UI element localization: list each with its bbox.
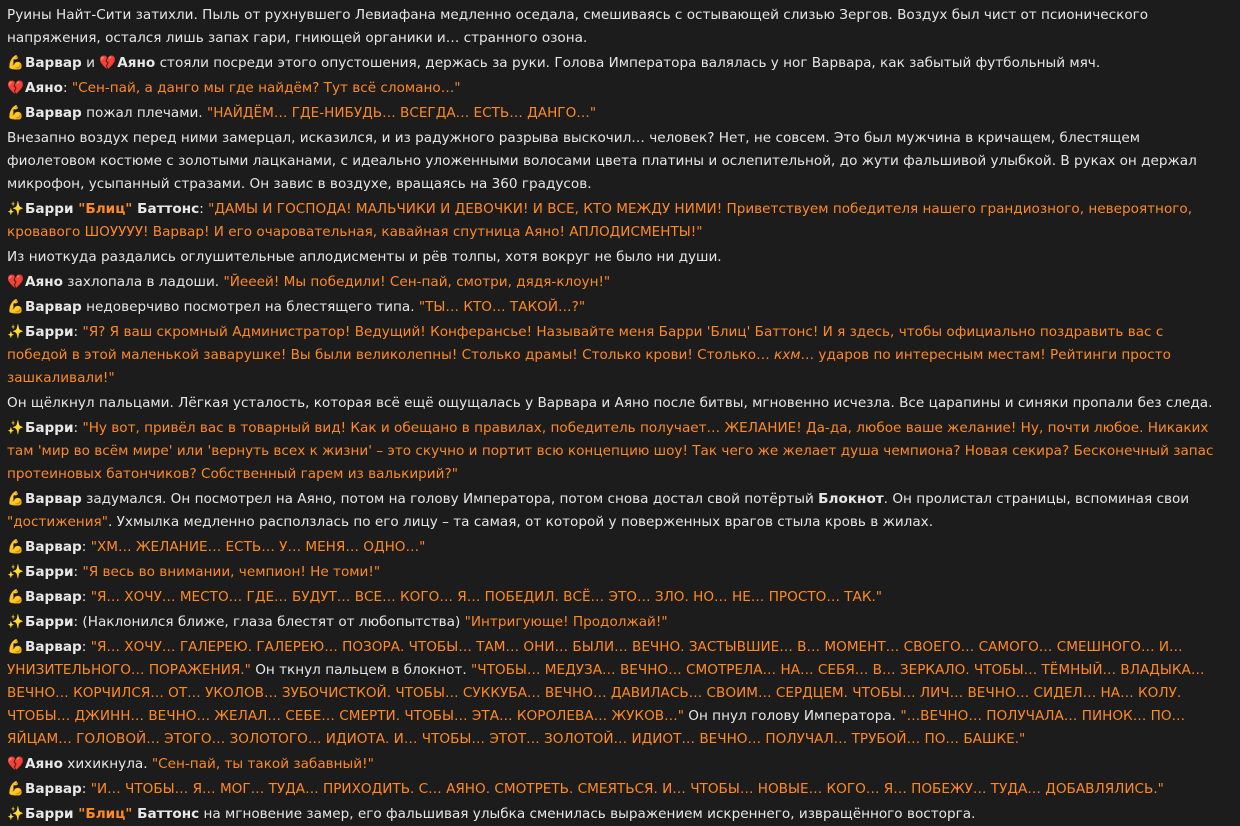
narration-text: Он ткнул пальцем в блокнот.	[250, 662, 471, 678]
narration-text: на мгновение замер, его фальшивая улыбка сменилась выражением искреннего, извращённого восторга.	[199, 806, 976, 822]
message	[7, 753, 1226, 776]
nickname-quote: "Блиц"	[78, 201, 133, 217]
speaker-name: Барри	[25, 614, 74, 630]
sparkles-icon: ✨	[7, 564, 24, 580]
flexed-biceps-icon: 💪	[7, 105, 24, 121]
speaker-name: Варвар	[25, 589, 82, 605]
message	[7, 778, 1226, 801]
broken-heart-icon: 💔	[7, 80, 24, 96]
message	[7, 271, 1226, 294]
narration-text: Он щёлкнул пальцами. Лёгкая усталость, которая всё ещё ощущалась у Варвара и Аяно после битвы, мгновенно исчезла. Все царапины и синяки пропали без следа.	[7, 395, 1213, 411]
message	[7, 536, 1226, 559]
message	[7, 77, 1226, 100]
broken-heart-icon: 💔	[99, 55, 117, 71]
narration-text: :	[62, 80, 72, 96]
speaker-name: Варвар	[25, 105, 82, 121]
broken-heart-icon: 💔	[7, 756, 24, 772]
sparkles-icon: ✨	[7, 201, 24, 217]
sparkles-icon: ✨	[7, 806, 24, 822]
dialogue-quote: "ХМ… ЖЕЛАНИЕ… ЕСТЬ… У… МЕНЯ… ОДНО…"	[90, 539, 426, 555]
flexed-biceps-icon: 💪	[7, 781, 24, 797]
message	[7, 586, 1226, 609]
narration-text: захлопала в ладоши.	[62, 274, 224, 290]
narration-text: . Ухмылка медленно расползлась по его лицу – та самая, от которой у поверженных врагов стыла кровь в жилах.	[107, 514, 934, 530]
dialogue-quote: "Я весь во внимании, чемпион! Не томи!"	[82, 564, 381, 580]
dialogue-quote: "И… ЧТОБЫ… Я… МОГ… ТУДА… ПРИХОДИТЬ. С… АЯНО. СМОТРЕТЬ. СМЕЯТЬСЯ. И… ЧТОБЫ… НОВЫЕ… КОГО… Я… ПОБЕЖУ… ТУДА… ДОБАВЛЯЛИСЬ."	[90, 781, 1164, 797]
speaker-name: Варвар	[25, 639, 82, 655]
message	[7, 127, 1226, 196]
speaker-name: Варвар	[25, 781, 82, 797]
narration-text: пожал плечами.	[81, 105, 207, 121]
message	[7, 392, 1226, 415]
narration-text: . Он пролистал страницы, вспоминая свои	[883, 491, 1190, 507]
speaker-name: Аяно	[25, 756, 63, 772]
narration-text: недоверчиво посмотрел на блестящего типа.	[81, 299, 419, 315]
message	[7, 296, 1226, 319]
speaker-name: Барри	[25, 420, 74, 436]
speaker-name: Варвар	[25, 299, 82, 315]
narration-text: :	[81, 639, 91, 655]
message	[7, 611, 1226, 634]
speaker-name: Аяно	[25, 80, 63, 96]
narration-text: :	[81, 589, 91, 605]
message	[7, 4, 1226, 50]
speaker-name: Варвар	[25, 539, 82, 555]
flexed-biceps-icon: 💪	[7, 539, 24, 555]
flexed-biceps-icon: 💪	[7, 299, 24, 315]
narration-text: стояли посреди этого опустошения, держась за руки. Голова Императора валялась у ног Варвара, как забытый футбольный мяч.	[155, 55, 1101, 71]
flexed-biceps-icon: 💪	[7, 589, 24, 605]
speaker-name: Баттонс	[132, 806, 200, 822]
message	[7, 52, 1226, 75]
message	[7, 561, 1226, 584]
message	[7, 246, 1226, 269]
bold-text: Блокнот	[818, 491, 884, 507]
dialogue-quote: "ЧТОБЫ… МЕДУЗА… ВЕЧНО… СМОТРЕЛА… НА… СЕБЯ… В… ЗЕРКАЛО. ЧТОБЫ… ТЁМНЫЙ… ВЛАДЫКА… ВЕЧНО… КОРЧИЛСЯ… ОТ… УКОЛОВ… ЗУБОЧИСТКОЙ. ЧТОБЫ… СУККУБА… ВЕЧНО… ДАВИЛАСЬ… СВОИМ… СЕРДЦЕМ. ЧТОБЫ… ЛИЧ… ВЕЧНО… СИДЕЛ… НА… КОЛУ. ЧТОБЫ… ДЖИНН… ВЕЧНО… ЖЕЛАЛ… СЕБЕ… СМЕРТИ. ЧТОБЫ… ЭТА… КОРОЛЕВА… ЖУКОВ…"	[7, 662, 1205, 724]
message	[7, 417, 1226, 486]
dialogue-quote: "ТЫ… КТО… ТАКОЙ…?"	[418, 299, 586, 315]
message	[7, 488, 1226, 534]
speaker-name: Барри	[25, 806, 79, 822]
narration-text: и	[81, 55, 100, 71]
dialogue-quote: "Сен-пай, а данго мы где найдём? Тут всё сломано…"	[71, 80, 461, 96]
narration-text: хихикнула.	[62, 756, 152, 772]
message	[7, 636, 1226, 751]
narration-text: :	[73, 420, 83, 436]
narration-text: :	[73, 324, 83, 340]
nickname-quote: "Блиц"	[78, 806, 133, 822]
dialogue-emphasis: кхм	[774, 347, 801, 363]
dialogue-quote: "…ВЕЧНО… ПОЛУЧАЛА… ПИНОК… ПО… ЯЙЦАМ… ГОЛОВОЙ… ЭТОГО… ЗОЛОТОГО… ИДИОТА. И… ЧТОБЫ… ЭТОТ… ЗОЛОТОЙ… ИДИОТ… ВЕЧНО… ПОЛУЧАЛ… ТРУБОЙ… ПО… БАШКЕ."	[7, 708, 1186, 747]
narration-text: :	[81, 539, 91, 555]
dialogue-quote: "Интригующе! Продолжай!"	[464, 614, 668, 630]
narration-text: : (Наклонился ближе, глаза блестят от любопытства)	[73, 614, 465, 630]
narration-text: :	[199, 201, 209, 217]
flexed-biceps-icon: 💪	[7, 491, 24, 507]
narration-text: :	[73, 564, 83, 580]
flexed-biceps-icon: 💪	[7, 639, 24, 655]
narration-text: Из ниоткуда раздались оглушительные аплодисменты и рёв толпы, хотя вокруг не было ни души.	[7, 249, 722, 265]
message	[7, 198, 1226, 244]
narration-text: Руины Найт-Сити затихли. Пыль от рухнувшего Левиафана медленно оседала, смешиваясь с остывающей слизью Зергов. Воздух был чист от псионического напряжения, остался лишь запах гари, гниющей органики и… странного озона.	[7, 7, 1149, 46]
speaker-name: Варвар	[25, 491, 82, 507]
dialogue-quote: "Я? Я ваш скромный Администратор! Ведущий! Конферансье! Называйте меня Барри 'Блиц' Баттонс! И я здесь, чтобы официально поздравить вас с победой в этой маленькой заварушке! Вы были великолепны! Столько драмы! Столько крови! Столько…	[7, 324, 1164, 363]
narration-text: задумался. Он посмотрел на Аяно, потом на голову Императора, потом снова достал свой потёртый	[81, 491, 819, 507]
speaker-name: Баттонс	[132, 201, 200, 217]
message	[7, 803, 1226, 826]
dialogue-quote: "достижения"	[7, 514, 108, 530]
flexed-biceps-icon: 💪	[7, 55, 24, 71]
message	[7, 321, 1226, 390]
broken-heart-icon: 💔	[7, 274, 24, 290]
dialogue-quote: … ударов по интересным местам! Рейтинги просто зашкаливали!"	[7, 347, 1171, 386]
narration-text: :	[81, 781, 91, 797]
sparkles-icon: ✨	[7, 614, 24, 630]
dialogue-quote: "НАЙДЁМ… ГДЕ-НИБУДЬ… ВСЕГДА… ЕСТЬ… ДАНГО…"	[206, 105, 597, 121]
dialogue-quote: "Сен-пай, ты такой забавный!"	[151, 756, 374, 772]
speaker-name: Аяно	[25, 274, 63, 290]
dialogue-quote: "ДАМЫ И ГОСПОДА! МАЛЬЧИКИ И ДЕВОЧКИ! И ВСЕ, КТО МЕЖДУ НИМИ! Приветствуем победителя нашего грандиозного, невероятного, кровавого ШОУУУУ! Варвар! И его очаровательная, кавайная спутница Аяно! АПЛОДИСМЕНТЫ!"	[7, 201, 1193, 240]
narration-text: Он пнул голову Императора.	[683, 708, 901, 724]
speaker-name: Варвар	[25, 55, 82, 71]
sparkles-icon: ✨	[7, 420, 24, 436]
dialogue-quote: "Я… ХОЧУ… МЕСТО… ГДЕ… БУДУТ… ВСЕ… КОГО… Я… ПОБЕДИЛ. ВСЁ… ЭТО… ЗЛО. НО… НЕ… ПРОСТО… ТАК."	[90, 589, 883, 605]
speaker-name: Аяно	[117, 55, 156, 71]
dialogue-quote: "Ну вот, привёл вас в товарный вид! Как и обещано в правилах, победитель получает… ЖЕЛАНИЕ! Да-да, любое ваше желание! Ну, почти любое. Никаких там 'мир во всём мире' или 'вернуть всех к жизни' – это скучно и портит всю концепцию шоу! Так чего же желает душа чемпиона? Новая секира? Бесконечный запас протеиновых батончиков? Собственный гарем из валькирий?"	[7, 420, 1214, 482]
dialogue-quote: "Йееей! Мы победили! Сен-пай, смотри, дядя-клоун!"	[223, 274, 611, 290]
sparkles-icon: ✨	[7, 324, 24, 340]
message	[7, 102, 1226, 125]
dialogue-quote: "Я… ХОЧУ… ГАЛЕРЕЮ. ГАЛЕРЕЮ… ПОЗОРА. ЧТОБЫ… ТАМ… ОНИ… БЫЛИ… ВЕЧНО. ЗАСТЫВШИЕ… В… МОМЕНТ… СВОЕГО… САМОГО… СМЕШНОГО… И… УНИЗИТЕЛЬНОГО… ПОРАЖЕНИЯ."	[7, 639, 1183, 678]
speaker-name: Барри	[25, 201, 79, 217]
speaker-name: Барри	[25, 324, 74, 340]
speaker-name: Барри	[25, 564, 74, 580]
narration-text: Внезапно воздух перед ними замерцал, исказился, и из радужного разрыва выскочил… человек? Нет, не совсем. Это был мужчина в кричащем, блестящем фиолетовом костюме с золотыми лацканами, с идеально уложенными волосами цвета платины и ослепительной, до жути фальшивой улыбкой. В руках он держал микрофон, усыпанный стразами. Он завис в воздухе, вращаясь на 360 градусов.	[7, 130, 1197, 192]
